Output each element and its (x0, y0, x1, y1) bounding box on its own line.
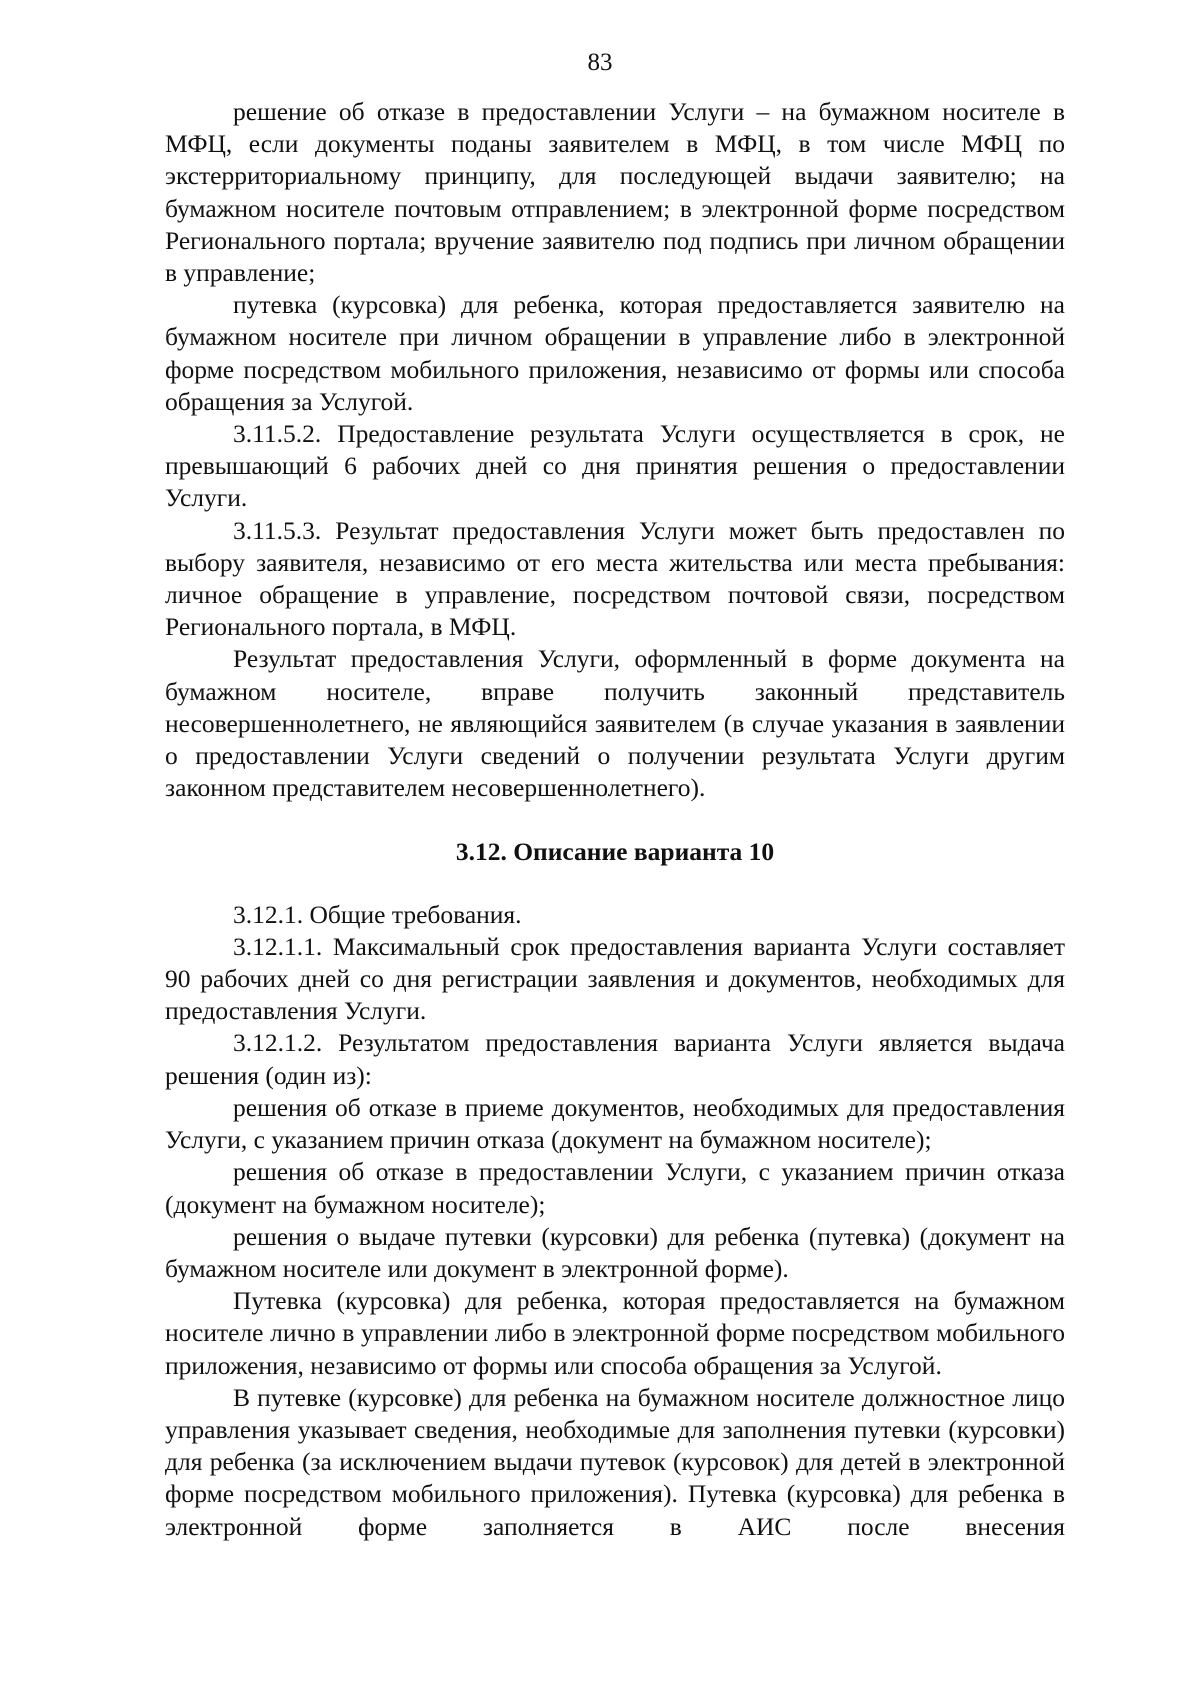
document-body (165, 96, 1065, 1543)
paragraph-voucher-filling: В путевке (курсовке) для ребенка на бумажном носителе должностное лицо управления указывает сведения, необходимые для заполнения путевки (курсовки) для ребенка (за исключением выдачи путевок (курсовок) для детей в электронной форме посредством мобильного приложения). Путевка (курсовка) для ребенка в электронной форме заполняется в АИС после внесения (165, 1382, 1065, 1541)
paragraph-3-11-5-2: 3.11.5.2. Предоставление результата Услуги осуществляется в срок, не превышающий 6 рабочих дней со дня принятия решения о предоставлении Услуги. (165, 419, 1065, 513)
paragraph-refusal-decision: решение об отказе в предоставлении Услуги – на бумажном носителе в МФЦ, если документы поданы заявителем в МФЦ, в том числе МФЦ по экстерриториальному принципу, для последующей выдачи заявителю; на бумажном носителе почтовым отправлением; в электронной форме посредством Регионального портала; вручение заявителю под подпись при личном обращении в управление; (165, 97, 1065, 288)
paragraph-decision-refusal-acceptance: решения об отказе в приеме документов, необходимых для предоставления Услуги, с указанием причин отказа (документ на бумажном носителе); (165, 1092, 1065, 1155)
paragraph-decision-refusal-service: решения об отказе в предоставлении Услуги, с указанием причин отказа (документ на бумажном носителе); (165, 1157, 1065, 1219)
paragraph-decision-voucher: решения о выдаче путевки (курсовки) для ребенка (путевка) (документ на бумажном носителе или документ в электронной форме). (165, 1221, 1065, 1283)
paragraph-3-11-5-3: 3.11.5.3. Результат предоставления Услуги может быть предоставлен по выбору заявителя, независимо от его места жительства или места пребывания: личное обращение в управление, посредством почтовой связи, посредством Регионального портала, в МФЦ. (165, 515, 1065, 642)
paragraph-voucher-issue: путевка (курсовка) для ребенка, которая предоставляется заявителю на бумажном носителе при личном обращении в управление либо в электронной форме посредством мобильного приложения, независимо от формы или способа обращения за Услугой. (165, 290, 1065, 416)
paragraph-3-12-1-2: 3.12.1.2. Результатом предоставления варианта Услуги является выдача решения (один из): (165, 1028, 1065, 1090)
paragraph-legal-representative: Результат предоставления Услуги, оформленный в форме документа на бумажном носителе, вправе получить законный представитель несовершеннолетнего, не являющийся заявителем (в случае указания в заявлении о предоставлении Услуги сведений о получении результата Услуги другим законном представителем несовершеннолетнего). (165, 644, 1065, 803)
paragraph-voucher-provision: Путевка (курсовка) для ребенка, которая предоставляется на бумажном носителе лично в управлении либо в электронной форме посредством мобильного приложения, независимо от формы или способа обращения за Услугой. (165, 1286, 1065, 1380)
paragraph-3-12-1-1: 3.12.1.1. Максимальный срок предоставления варианта Услуги составляет 90 рабочих дней со дня регистрации заявления и документов, необходимых для предоставления Услуги. (165, 931, 1065, 1026)
paragraph-3-12-1: 3.12.1. Общие требования. (233, 899, 522, 929)
page-number: 83 (587, 49, 613, 76)
section-heading: 3.12. Описание варианта 10 (455, 837, 775, 867)
